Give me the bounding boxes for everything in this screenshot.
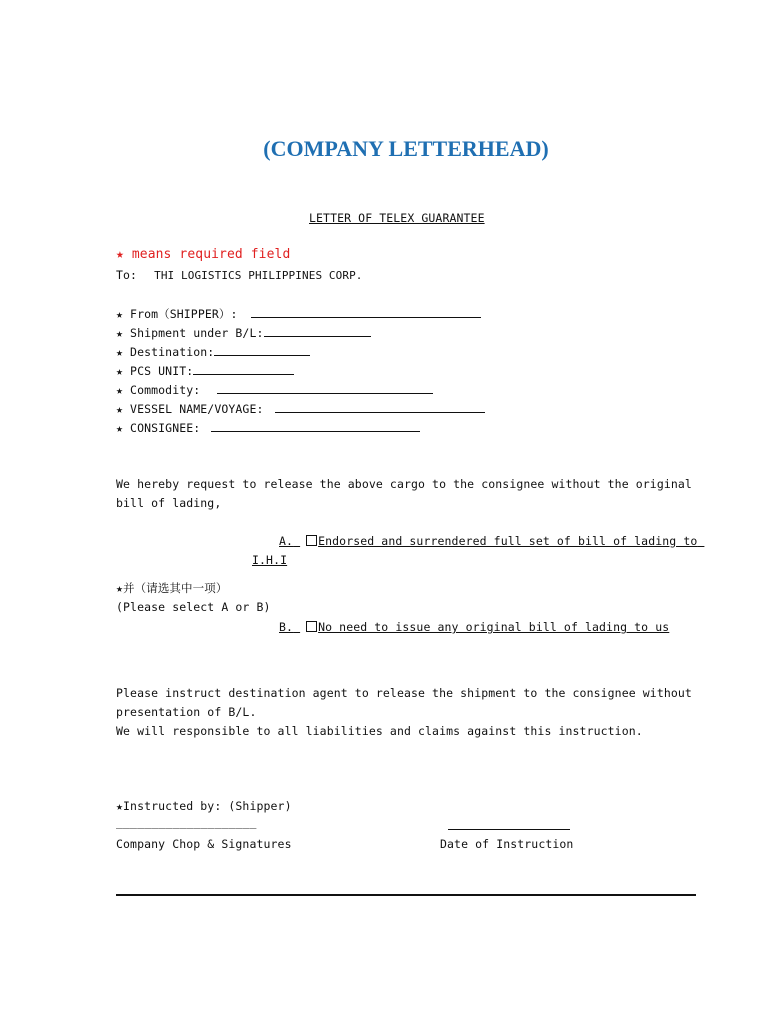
field-label-vessel: ★ VESSEL NAME/VOYAGE:: [116, 402, 264, 416]
company-letterhead: (COMPANY LETTERHEAD): [263, 136, 549, 161]
option-b-text: No need to issue any original bill of lading to us: [318, 620, 670, 634]
to-label: To:: [116, 268, 138, 282]
footer-divider: [116, 894, 696, 896]
option-b: [279, 620, 669, 634]
field-blank-shipment[interactable]: [264, 325, 371, 337]
field-vessel: [116, 401, 485, 416]
option-a-checkbox[interactable]: [306, 535, 317, 546]
option-b-letter: B.: [279, 620, 294, 634]
field-blank-consignee[interactable]: [211, 420, 420, 432]
field-pcs-unit: [116, 363, 294, 378]
field-label-commodity: ★ Commodity:: [116, 383, 201, 397]
field-blank-from[interactable]: [251, 306, 481, 318]
field-blank-destination[interactable]: [214, 344, 310, 356]
to-line: [116, 268, 363, 282]
instruct-line-2: presentation of B/L.: [116, 705, 257, 719]
field-blank-pcs-unit[interactable]: [193, 363, 294, 375]
select-note-chinese: ★并（请选其中一项）: [116, 581, 228, 595]
date-label: Date of Instruction: [440, 837, 574, 851]
field-label-destination: ★ Destination:: [116, 345, 215, 359]
signature-line[interactable]: ____________________: [116, 815, 257, 829]
option-a: [279, 534, 704, 548]
select-note-english: (Please select A or B): [116, 600, 271, 614]
to-recipient: THI LOGISTICS PHILIPPINES CORP.: [154, 269, 363, 282]
document-title: LETTER OF TELEX GUARANTEE: [309, 211, 485, 225]
field-label-from: ★ From（SHIPPER）:: [116, 307, 238, 321]
field-destination: [116, 344, 310, 359]
field-label-consignee: ★ CONSIGNEE:: [116, 421, 201, 435]
signature-label: Company Chop & Signatures: [116, 837, 292, 851]
date-line[interactable]: [448, 829, 570, 830]
field-label-shipment: ★ Shipment under B/L:: [116, 326, 264, 340]
option-b-checkbox[interactable]: [306, 621, 317, 632]
option-a-letter: A.: [279, 534, 294, 548]
option-a-text: Endorsed and surrendered full set of bill of lading to: [318, 534, 698, 548]
field-label-pcs-unit: ★ PCS UNIT:: [116, 364, 194, 378]
field-commodity: [116, 382, 433, 397]
instruct-line-1: Please instruct destination agent to release the shipment to the consignee without: [116, 686, 692, 700]
request-line-1: We hereby request to release the above cargo to the consignee without the original: [116, 477, 692, 491]
option-a-continuation: I.H.I: [252, 553, 288, 567]
instructed-by: ★Instructed by: (Shipper): [116, 799, 292, 813]
field-from: [116, 306, 481, 322]
field-blank-vessel[interactable]: [275, 401, 485, 413]
request-line-2: bill of lading,: [116, 496, 222, 510]
required-field-note: ★ means required field: [116, 247, 291, 262]
field-consignee: [116, 420, 420, 435]
field-blank-commodity[interactable]: [217, 382, 433, 394]
instruct-line-3: We will responsible to all liabilities and claims against this instruction.: [116, 724, 643, 738]
field-shipment: [116, 325, 371, 340]
